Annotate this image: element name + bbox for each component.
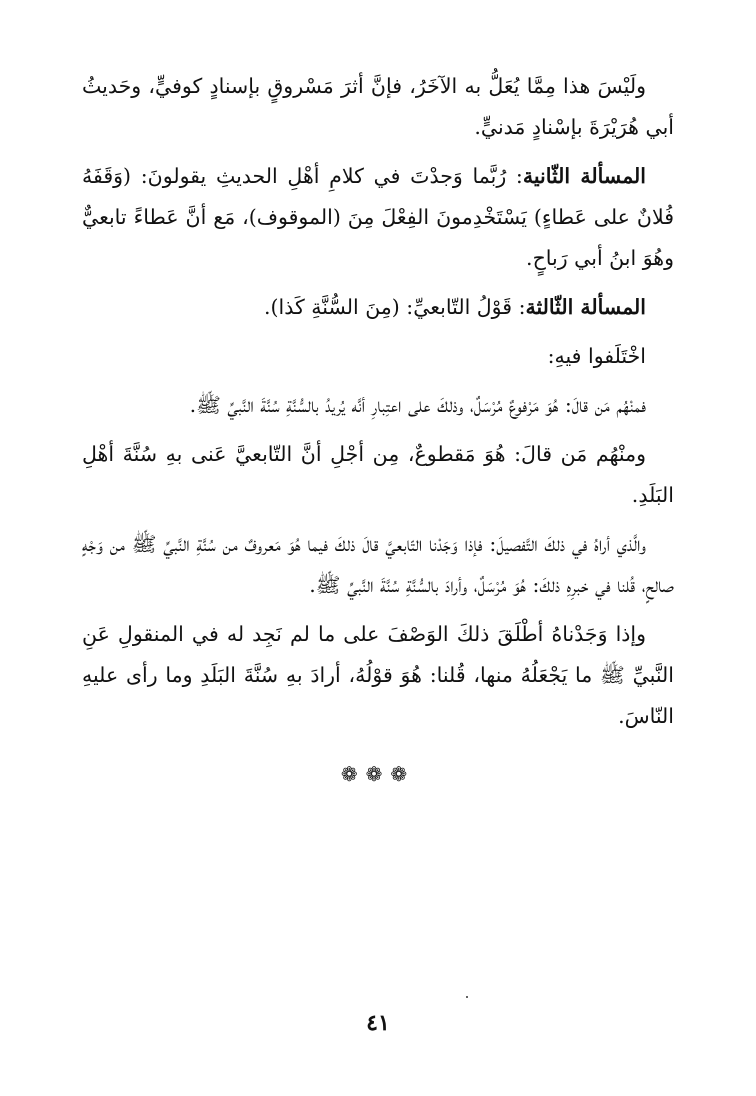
paragraph-2 bbox=[82, 156, 674, 279]
paragraph-6-text: ومنْهُم مَن قالَ: هُوَ مَقطوعٌ، مِن أجْلِ أنَّ التّابعيَّ عَنى بهِ سُنَّةَ أهْلِ البَلَدِ. bbox=[82, 442, 674, 507]
print-speck bbox=[466, 996, 468, 998]
issue-two-heading: المسألة الثّانية bbox=[522, 164, 646, 188]
paragraph-7 bbox=[82, 524, 674, 606]
paragraph-8-text: وإذا وَجَدْناهُ أطْلَقَ ذلكَ الوَصْفَ على ما لم نَجِد له في المنقولِ عَنِ النَّبيِّ ﷺ ما يَجْعَلُهُ منها، قُلنا: هُوَ قوْلُهُ، أرادَ بهِ سُنَّةَ البَلَدِ وما رأى عليهِ النّاسَ. bbox=[82, 622, 674, 728]
paragraph-3-text: : قَوْلُ التّابعيِّ: (مِنَ السُّنَّةِ كَذا). bbox=[264, 295, 526, 319]
paragraph-4-text: اخْتَلَفوا فيهِ: bbox=[547, 344, 646, 368]
section-end-ornament: ❁❁❁ bbox=[340, 762, 416, 786]
paragraph-6 bbox=[82, 434, 674, 516]
paragraph-5-text: فمنْهُم مَن قالَ: هُوَ مَرْفوعٌ مُرْسَلٌ، وذلكَ على اعتِبارِ أنَّه يُريدُ بالسُّنَّةِ سُنَّةَ النَّبيِّ ﷺ. bbox=[189, 393, 646, 417]
body-text bbox=[82, 66, 674, 745]
paragraph-7-text: والَّذي أراهُ في ذلكَ التَّفصيلَ: فإذا وَجَدْنا التّابعيَّ قالَ ذلكَ فيما هُوَ مَعروفٌ من سُنَّةِ النَّبيِّ ﷺ من وَجْهٍ صالحٍ، قُلنا في خبرِهِ ذلكَ: هُوَ مُرْسَلٌ، وأرادَ بالسُّنَّةِ سُنَّةَ النَّبيِّ ﷺ. bbox=[82, 532, 674, 597]
paragraph-5 bbox=[82, 385, 674, 426]
issue-three-heading: المسألة الثّالثة bbox=[525, 295, 646, 319]
paragraph-3 bbox=[82, 287, 674, 328]
paragraph-4 bbox=[82, 336, 674, 377]
paragraph-2-text: : رُبَّما وَجدْتَ في كلامِ أهْلِ الحديثِ يقولونَ: (وَقَفَهُ فُلانٌ على عَطاءٍ) يَسْتَخْدِمونَ الفِعْلَ مِنَ (الموقوف)، مَع أنَّ عَطاءً تابعيٌّ وهُوَ ابنُ أبي رَباحٍ. bbox=[82, 164, 674, 270]
paragraph-1-text: ولَيْسَ هذا مِمَّا يُعَلُّ به الآخَرُ، فإنَّ أثرَ مَسْروقٍ بإسنادٍ كوفيٍّ، وحَديثُ أبي هُرَيْرَةَ بإسْنادٍ مَدنيٍّ. bbox=[82, 74, 674, 139]
paragraph-1 bbox=[82, 66, 674, 148]
paragraph-8 bbox=[82, 614, 674, 737]
page-number: ٤١ bbox=[366, 1010, 390, 1036]
